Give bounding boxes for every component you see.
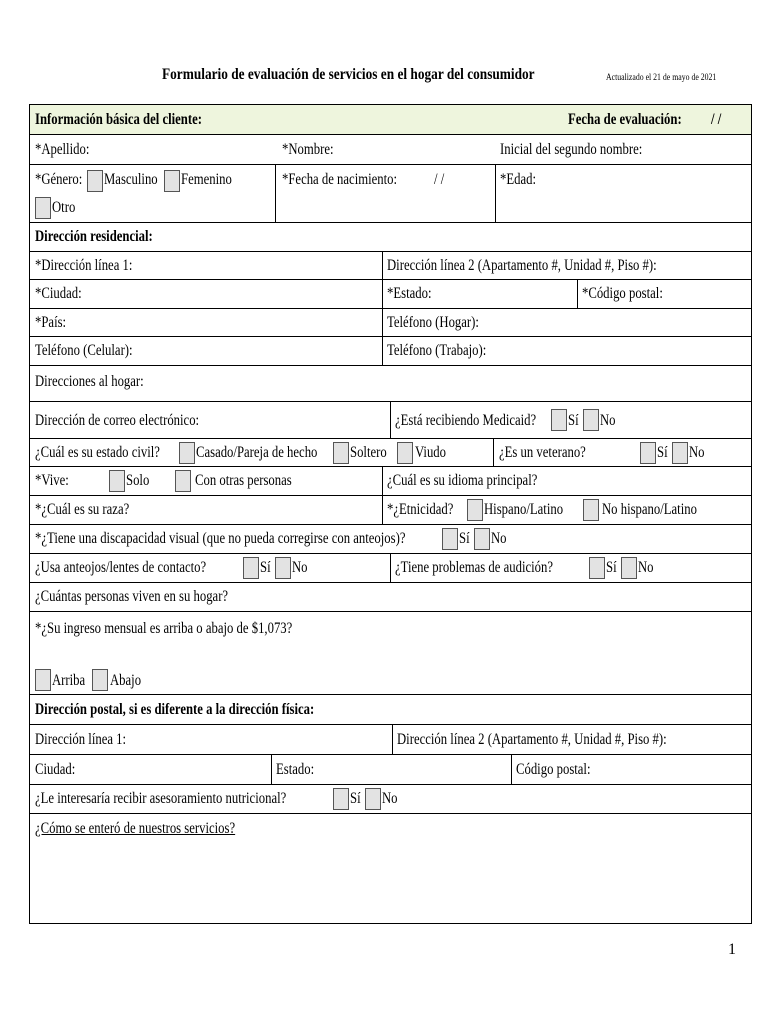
- language-field[interactable]: ¿Cuál es su idioma principal?: [387, 472, 538, 489]
- ethnicity-label: *¿Etnicidad?: [387, 501, 454, 518]
- married-label: Casado/Pareja de hecho: [196, 444, 318, 461]
- mailing-title: Dirección postal, si es diferente a la dirección física:: [35, 701, 315, 718]
- visual-row: [30, 525, 751, 554]
- mailing-address-row: [30, 725, 751, 755]
- evaluation-form: [29, 104, 752, 924]
- address-line2-field[interactable]: Dirección línea 2 (Apartamento #, Unidad #, Piso #):: [387, 257, 657, 274]
- page-number: 1: [728, 941, 736, 958]
- glasses-yes-label: Sí: [260, 559, 271, 576]
- mailing-address-line1-field[interactable]: Dirección línea 1:: [35, 731, 127, 748]
- cell-phone-field[interactable]: Teléfono (Celular):: [35, 342, 133, 359]
- non-hispanic-label: No hispano/Latino: [602, 501, 697, 518]
- veteran-no-label: No: [689, 444, 705, 461]
- referral-field[interactable]: ¿Cómo se enteró de nuestros servicios?: [35, 820, 236, 837]
- residential-title: Dirección residencial:: [35, 228, 153, 245]
- name-row: [30, 135, 751, 165]
- nutrition-yes-label: Sí: [350, 790, 361, 807]
- household-field[interactable]: ¿Cuántas personas viven en su hogar?: [35, 588, 229, 605]
- hearing-label: ¿Tiene problemas de audición?: [395, 559, 554, 576]
- dob-field[interactable]: / /: [434, 171, 445, 188]
- visual-yes-label: Sí: [459, 530, 470, 547]
- email-field[interactable]: Dirección de correo electrónico:: [35, 412, 200, 429]
- directions-field[interactable]: Direcciones al hogar:: [35, 373, 144, 390]
- marital-row: [30, 439, 751, 467]
- gender-label: *Género:: [35, 171, 83, 188]
- veteran-yes-checkbox[interactable]: [640, 442, 656, 464]
- hearing-yes-checkbox[interactable]: [589, 557, 605, 579]
- medicaid-yes-checkbox[interactable]: [551, 409, 567, 431]
- income-below-label: Abajo: [110, 672, 142, 689]
- income-above-checkbox[interactable]: [35, 669, 51, 691]
- income-above-label: Arriba: [52, 672, 86, 689]
- glasses-no-checkbox[interactable]: [275, 557, 291, 579]
- mailing-address-line2-field[interactable]: Dirección línea 2 (Apartamento #, Unidad #, Piso #):: [397, 731, 667, 748]
- other-checkbox[interactable]: [35, 197, 51, 219]
- mailing-state-field[interactable]: Estado:: [276, 761, 315, 778]
- veteran-yes-label: Sí: [657, 444, 668, 461]
- lives-alone-label: Solo: [126, 472, 150, 489]
- income-below-checkbox[interactable]: [92, 669, 108, 691]
- mailing-city-field[interactable]: Ciudad:: [35, 761, 76, 778]
- updated-date: Actualizado el 21 de mayo de 2021: [606, 73, 717, 83]
- city-field[interactable]: *Ciudad:: [35, 285, 82, 302]
- income-row: [30, 612, 751, 695]
- lives-label: *Vive:: [35, 472, 69, 489]
- nutrition-row: [30, 785, 751, 814]
- first-name-field[interactable]: *Nombre:: [282, 141, 334, 158]
- lives-with-others-label: Con otras personas: [195, 472, 292, 489]
- lives-alone-checkbox[interactable]: [109, 470, 125, 492]
- visual-no-label: No: [491, 530, 507, 547]
- nutrition-no-label: No: [382, 790, 398, 807]
- glasses-no-label: No: [292, 559, 308, 576]
- gender-row: [30, 165, 751, 223]
- hearing-yes-label: Sí: [606, 559, 617, 576]
- household-row: [30, 583, 751, 612]
- eval-date-field[interactable]: / /: [711, 111, 722, 128]
- glasses-label: ¿Usa anteojos/lentes de contacto?: [35, 559, 207, 576]
- state-field[interactable]: *Estado:: [387, 285, 432, 302]
- age-field[interactable]: *Edad:: [500, 171, 537, 188]
- zip-field[interactable]: *Código postal:: [582, 285, 663, 302]
- hispanic-checkbox[interactable]: [467, 499, 483, 521]
- nutrition-no-checkbox[interactable]: [365, 788, 381, 810]
- basic-info-header-row: [30, 105, 751, 135]
- address-line1-field[interactable]: *Dirección línea 1:: [35, 257, 133, 274]
- email-row: [30, 402, 751, 439]
- mailing-city-row: [30, 755, 751, 785]
- glasses-yes-checkbox[interactable]: [243, 557, 259, 579]
- work-phone-field[interactable]: Teléfono (Trabajo):: [387, 342, 487, 359]
- married-checkbox[interactable]: [179, 442, 195, 464]
- veteran-label: ¿Es un veterano?: [499, 444, 586, 461]
- eval-date-label: Fecha de evaluación:: [568, 111, 682, 128]
- medicaid-no-checkbox[interactable]: [583, 409, 599, 431]
- medicaid-yes-label: Sí: [568, 412, 579, 429]
- race-row: [30, 496, 751, 525]
- male-checkbox[interactable]: [87, 170, 103, 192]
- mailing-header-row: [30, 695, 751, 725]
- medicaid-no-label: No: [600, 412, 616, 429]
- widowed-checkbox[interactable]: [397, 442, 413, 464]
- middle-initial-field[interactable]: Inicial del segundo nombre:: [500, 141, 643, 158]
- nutrition-label: ¿Le interesaría recibir asesoramiento nutricional?: [35, 790, 287, 807]
- race-field[interactable]: *¿Cuál es su raza?: [35, 501, 130, 518]
- glasses-row: [30, 554, 751, 583]
- nutrition-yes-checkbox[interactable]: [333, 788, 349, 810]
- residential-header-row: [30, 223, 751, 252]
- referral-row: [30, 814, 751, 923]
- single-label: Soltero: [350, 444, 387, 461]
- address-row: [30, 252, 751, 280]
- medicaid-label: ¿Está recibiendo Medicaid?: [395, 412, 537, 429]
- city-row: [30, 280, 751, 309]
- male-label: Masculino: [104, 171, 158, 188]
- female-label: Femenino: [181, 171, 232, 188]
- form-title: Formulario de evaluación de servicios en el hogar del consumidor: [162, 66, 535, 83]
- female-checkbox[interactable]: [164, 170, 180, 192]
- directions-row: [30, 366, 751, 402]
- other-label: Otro: [52, 199, 76, 216]
- visual-yes-checkbox[interactable]: [442, 528, 458, 550]
- phone-row: [30, 337, 751, 366]
- non-hispanic-checkbox[interactable]: [583, 499, 599, 521]
- hearing-no-checkbox[interactable]: [621, 557, 637, 579]
- hispanic-label: Hispano/Latino: [484, 501, 564, 518]
- hearing-no-label: No: [638, 559, 654, 576]
- basic-info-title: Información básica del cliente:: [35, 111, 202, 128]
- home-phone-field[interactable]: Teléfono (Hogar):: [387, 314, 479, 331]
- country-row: [30, 309, 751, 337]
- country-field[interactable]: *País:: [35, 314, 67, 331]
- lives-with-others-checkbox[interactable]: [175, 470, 191, 492]
- widowed-label: Viudo: [415, 444, 447, 461]
- marital-label: ¿Cuál es su estado civil?: [35, 444, 160, 461]
- visual-label: *¿Tiene una discapacidad visual (que no pueda corregirse con anteojos)?: [35, 530, 406, 547]
- income-label: *¿Su ingreso mensual es arriba o abajo de $1,073?: [35, 620, 293, 637]
- mailing-zip-field[interactable]: Código postal:: [516, 761, 591, 778]
- lives-row: [30, 467, 751, 496]
- dob-label: *Fecha de nacimiento:: [282, 171, 398, 188]
- last-name-field[interactable]: *Apellido:: [35, 141, 90, 158]
- veteran-no-checkbox[interactable]: [672, 442, 688, 464]
- single-checkbox[interactable]: [333, 442, 349, 464]
- visual-no-checkbox[interactable]: [474, 528, 490, 550]
